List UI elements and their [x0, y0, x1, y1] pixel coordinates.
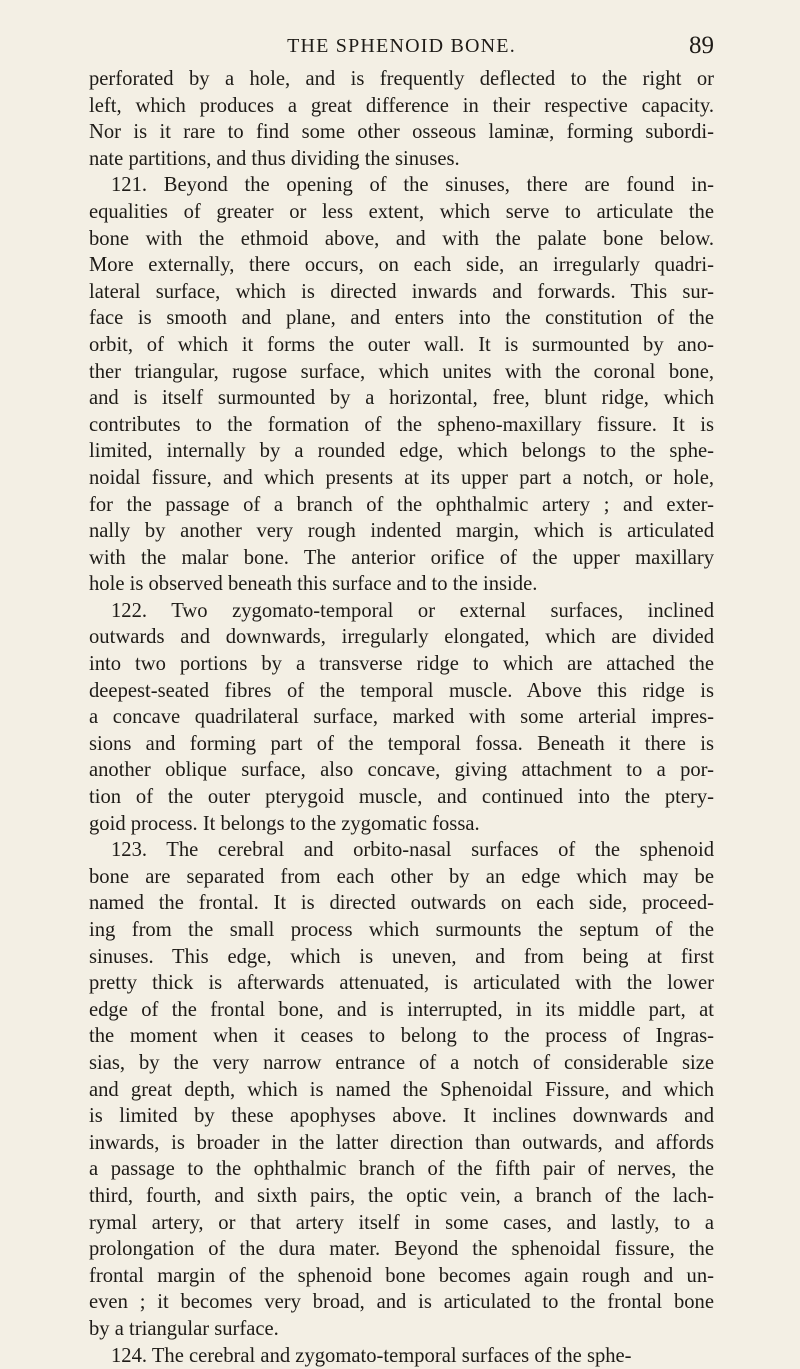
text-line: the moment when it ceases to belong to the process of Ingras- — [89, 1025, 714, 1048]
text-line: 122. Two zygomato-temporal or external surfaces, inclined — [111, 599, 714, 622]
text-line: hole is observed beneath this surface and to the inside. — [89, 573, 538, 596]
text-line: 121. Beyond the opening of the sinuses, there are found in- — [111, 174, 714, 197]
text-line: edge of the frontal bone, and is interrupted, in its middle part, at — [89, 998, 714, 1021]
text-line: face is smooth and plane, and enters into the constitution of the — [89, 307, 714, 330]
text-line: orbit, of which it forms the outer wall. It is surmounted by ano- — [89, 333, 714, 356]
text-line: equalities of greater or less extent, which serve to articulate the — [89, 200, 714, 223]
text-line: ther triangular, rugose surface, which unites with the coronal bone, — [89, 360, 714, 383]
text-line: into two portions by a transverse ridge to which are attached the — [89, 653, 714, 676]
text-line: nate partitions, and thus dividing the sinuses. — [89, 147, 460, 170]
text-line: even ; it becomes very broad, and is articulated to the frontal bone — [89, 1291, 714, 1314]
text-line: named the frontal. It is directed outwards on each side, proceed- — [89, 892, 714, 915]
text-line: outwards and downwards, irregularly elongated, which are divided — [89, 626, 714, 649]
body-text — [89, 66, 714, 1369]
text-line: perforated by a hole, and is frequently deflected to the right or — [89, 68, 714, 90]
text-line: sions and forming part of the temporal fossa. Beneath it there is — [89, 732, 714, 755]
text-line: bone with the ethmoid above, and with the palate bone below. — [89, 227, 714, 250]
text-line: by a triangular surface. — [89, 1317, 279, 1340]
text-line: More externally, there occurs, on each side, an irregularly quadri- — [89, 254, 714, 277]
text-line: left, which produces a great difference in their respective capacity. — [89, 94, 714, 117]
text-line: inwards, is broader in the latter direction than outwards, and affords — [89, 1131, 714, 1154]
text-line: 124. The cerebral and zygomato-temporal surfaces of the sphe- — [111, 1344, 632, 1367]
text-line: another oblique surface, also concave, giving attachment to a por- — [89, 759, 714, 782]
text-line: bone are separated from each other by an edge which may be — [89, 865, 714, 888]
text-line: rymal artery, or that artery itself in some cases, and lastly, to a — [89, 1211, 714, 1234]
text-line: goid process. It belongs to the zygomatic fossa. — [89, 812, 480, 835]
text-line: prolongation of the dura mater. Beyond the sphenoidal fissure, the — [89, 1238, 714, 1261]
text-line: limited, internally by a rounded edge, which belongs to the sphe- — [89, 440, 714, 463]
text-line: for the passage of a branch of the ophthalmic artery ; and exter- — [89, 493, 714, 516]
text-line: 123. The cerebral and orbito-nasal surfaces of the sphenoid — [111, 839, 714, 862]
text-line: a passage to the ophthalmic branch of the fifth pair of nerves, the — [89, 1158, 714, 1181]
running-title: THE SPHENOID BONE. — [287, 35, 516, 57]
text-line: contributes to the formation of the spheno-maxillary fissure. It is — [89, 413, 714, 436]
text-line: and is itself surmounted by a horizontal, free, blunt ridge, which — [89, 387, 714, 410]
text-line: pretty thick is afterwards attenuated, is articulated with the lower — [89, 972, 714, 995]
running-head — [89, 26, 714, 66]
text-line: nally by another very rough indented margin, which is articulated — [89, 520, 714, 543]
text-line: deepest-seated fibres of the temporal muscle. Above this ridge is — [89, 679, 714, 702]
text-line: tion of the outer pterygoid muscle, and continued into the ptery- — [89, 786, 714, 809]
text-line: noidal fissure, and which presents at its upper part a notch, or hole, — [89, 466, 714, 489]
page-number: 89 — [689, 32, 714, 59]
text-line: Nor is it rare to find some other osseous laminæ, forming subordi- — [89, 121, 714, 144]
text-line: is limited by these apophyses above. It inclines downwards and — [89, 1105, 714, 1128]
text-line: with the malar bone. The anterior orifice of the upper maxillary — [89, 546, 714, 569]
text-line: a concave quadrilateral surface, marked with some arterial impres- — [89, 706, 714, 729]
text-line: and great depth, which is named the Sphenoidal Fissure, and which — [89, 1078, 714, 1101]
text-line: sias, by the very narrow entrance of a notch of considerable size — [89, 1051, 714, 1074]
text-line: frontal margin of the sphenoid bone becomes again rough and un- — [89, 1264, 714, 1287]
text-line: lateral surface, which is directed inwards and forwards. This sur- — [89, 280, 714, 303]
text-line: sinuses. This edge, which is uneven, and from being at first — [89, 945, 714, 968]
text-line: third, fourth, and sixth pairs, the optic vein, a branch of the lach- — [89, 1184, 714, 1207]
text-line: ing from the small process which surmounts the septum of the — [89, 919, 714, 941]
